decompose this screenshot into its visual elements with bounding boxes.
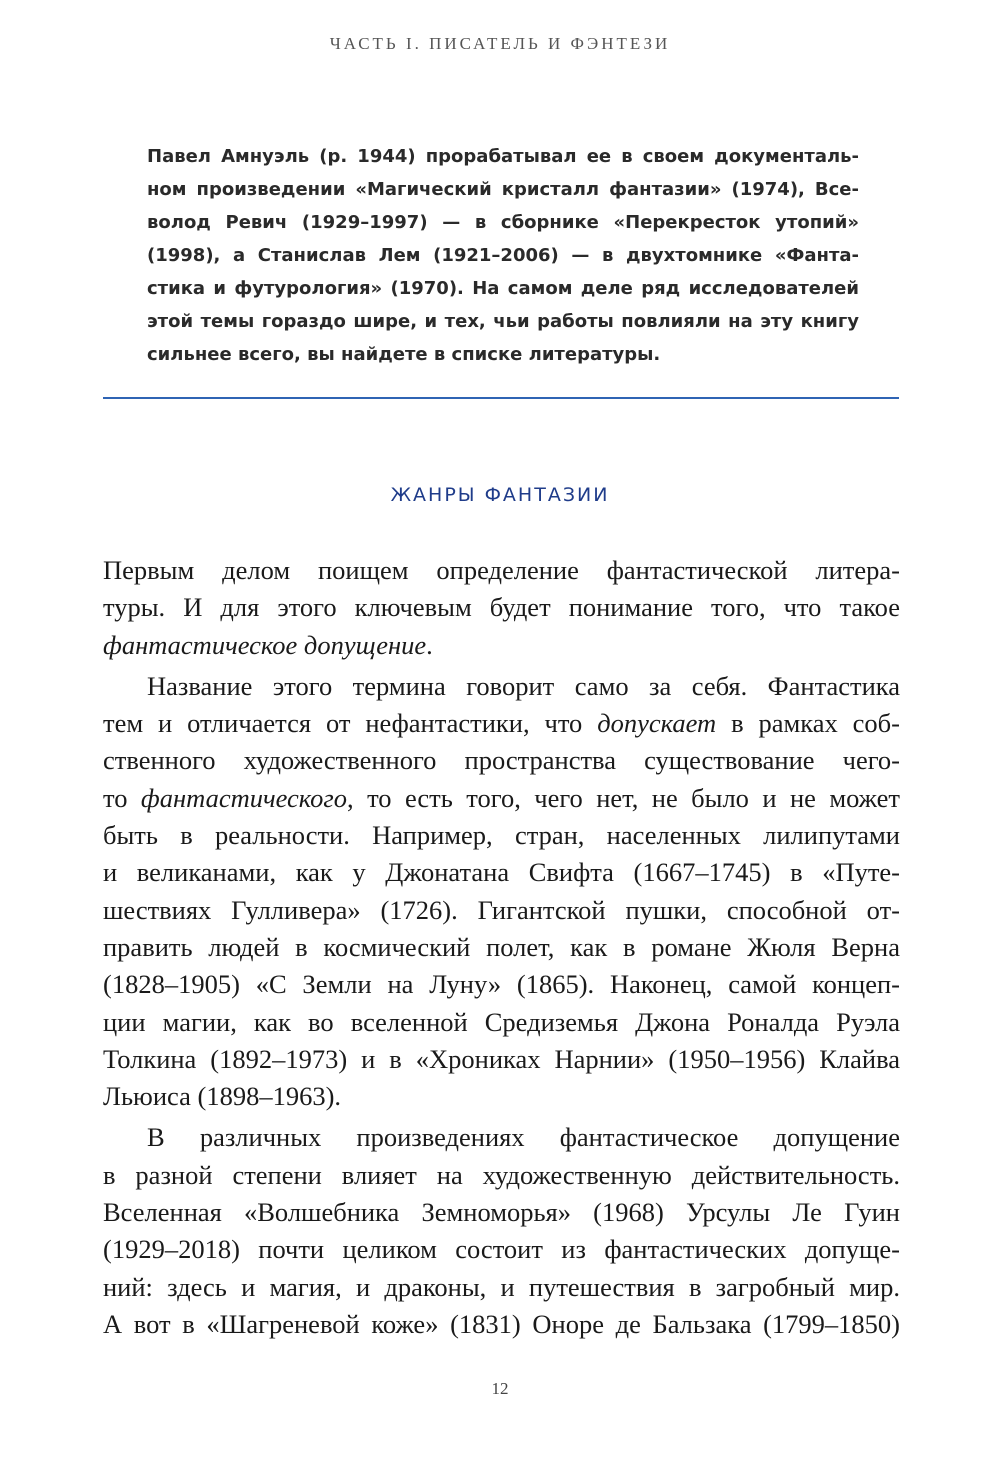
paragraph-line: в разной степени влияет на художественную действительность. bbox=[103, 1159, 900, 1190]
paragraph-line: Толкина (1892–1973) и в «Хрониках Нарнии» (1950–1956) Клайва bbox=[103, 1043, 900, 1074]
paragraph-line: и великанами, как у Джонатана Свифта (1667–1745) в «Путе- bbox=[103, 857, 900, 888]
paragraph-line: быть в реальности. Например, стран, населенных лилипутами bbox=[103, 820, 900, 851]
page-number: 12 bbox=[491, 1379, 509, 1398]
paragraph-line: туры. И для этого ключевым будет понимание того, что такое bbox=[103, 592, 900, 623]
body-text bbox=[103, 552, 900, 1343]
paragraph-line bbox=[103, 780, 900, 817]
paragraph-line: править людей в космический полет, как в романе Жюля Верна bbox=[103, 931, 900, 962]
paragraph-line: ний: здесь и магия, и драконы, и путешествия в загробный мир. bbox=[103, 1271, 900, 1302]
text-fragment: . bbox=[426, 629, 433, 660]
paragraph-line bbox=[103, 627, 900, 664]
paragraph-line: ственного художественного пространства существование чего- bbox=[103, 745, 900, 776]
section-heading: ЖАНРЫ ФАНТАЗИИ bbox=[390, 484, 610, 506]
paragraph-line: Первым делом поищем определение фантастической литера- bbox=[103, 555, 900, 585]
italic-term: фантастического bbox=[140, 782, 348, 813]
section-divider bbox=[103, 397, 899, 399]
paragraph-line: (1929–2018) почти целиком состоит из фантастических допуще- bbox=[103, 1234, 900, 1265]
text-fragment: то bbox=[103, 782, 141, 813]
paragraph-line: Вселенная «Волшебника Земноморья» (1968) Урсулы Ле Гуин bbox=[103, 1197, 900, 1228]
sidebar-line: сильнее всего, вы найдете в списке литературы. bbox=[147, 344, 661, 365]
sidebar-line: этой темы гораздо шире, и тех, чьи работы повлияли на эту книгу bbox=[147, 311, 859, 332]
sidebar-line: ном произведении «Магический кристалл фантазии» (1974), Все- bbox=[147, 179, 859, 200]
sidebar-line: стика и футурология» (1970). На самом деле ряд исследователей bbox=[147, 278, 859, 299]
sidebar-line: волод Ревич (1929–1997) — в сборнике «Перекресток утопий» bbox=[147, 212, 859, 233]
sidebar-line: Павел Амнуэль (р. 1944) прорабатывал ее в своем документаль- bbox=[147, 146, 859, 167]
text-fragment: в рамках соб- bbox=[716, 708, 900, 739]
sidebar-line: (1998), а Станислав Лем (1921–2006) — в двухтомнике «Фанта- bbox=[147, 245, 859, 266]
paragraph-line: Название этого термина говорит само за себя. Фантастика bbox=[147, 670, 900, 701]
sidebar-note bbox=[147, 140, 859, 371]
paragraph-line: А вот в «Шагреневой коже» (1831) Оноре де Бальзака (1799–1850) bbox=[103, 1308, 900, 1339]
italic-term: фантастическое допущение bbox=[103, 629, 427, 660]
paragraph-line: Льюиса (1898–1963). bbox=[103, 1081, 342, 1112]
text-fragment: , то есть того, чего нет, не было и не может bbox=[347, 782, 900, 813]
running-head: ЧАСТЬ I. ПИСАТЕЛЬ И ФЭНТЕЗИ bbox=[329, 34, 671, 53]
paragraph-line: В различных произведениях фантастическое допущение bbox=[147, 1122, 900, 1153]
paragraph-line bbox=[103, 705, 900, 742]
paragraph-line: ции магии, как во вселенной Средиземья Джона Роналда Руэла bbox=[103, 1006, 900, 1037]
text-fragment: тем и отличается от нефантастики, что bbox=[103, 708, 598, 739]
italic-term: допускает bbox=[597, 708, 717, 739]
paragraph-line: (1828–1905) «С Земли на Луну» (1865). Наконец, самой концеп- bbox=[103, 969, 900, 1000]
paragraph-line: шествиях Гулливера» (1726). Гигантской пушки, способной от- bbox=[103, 894, 900, 925]
